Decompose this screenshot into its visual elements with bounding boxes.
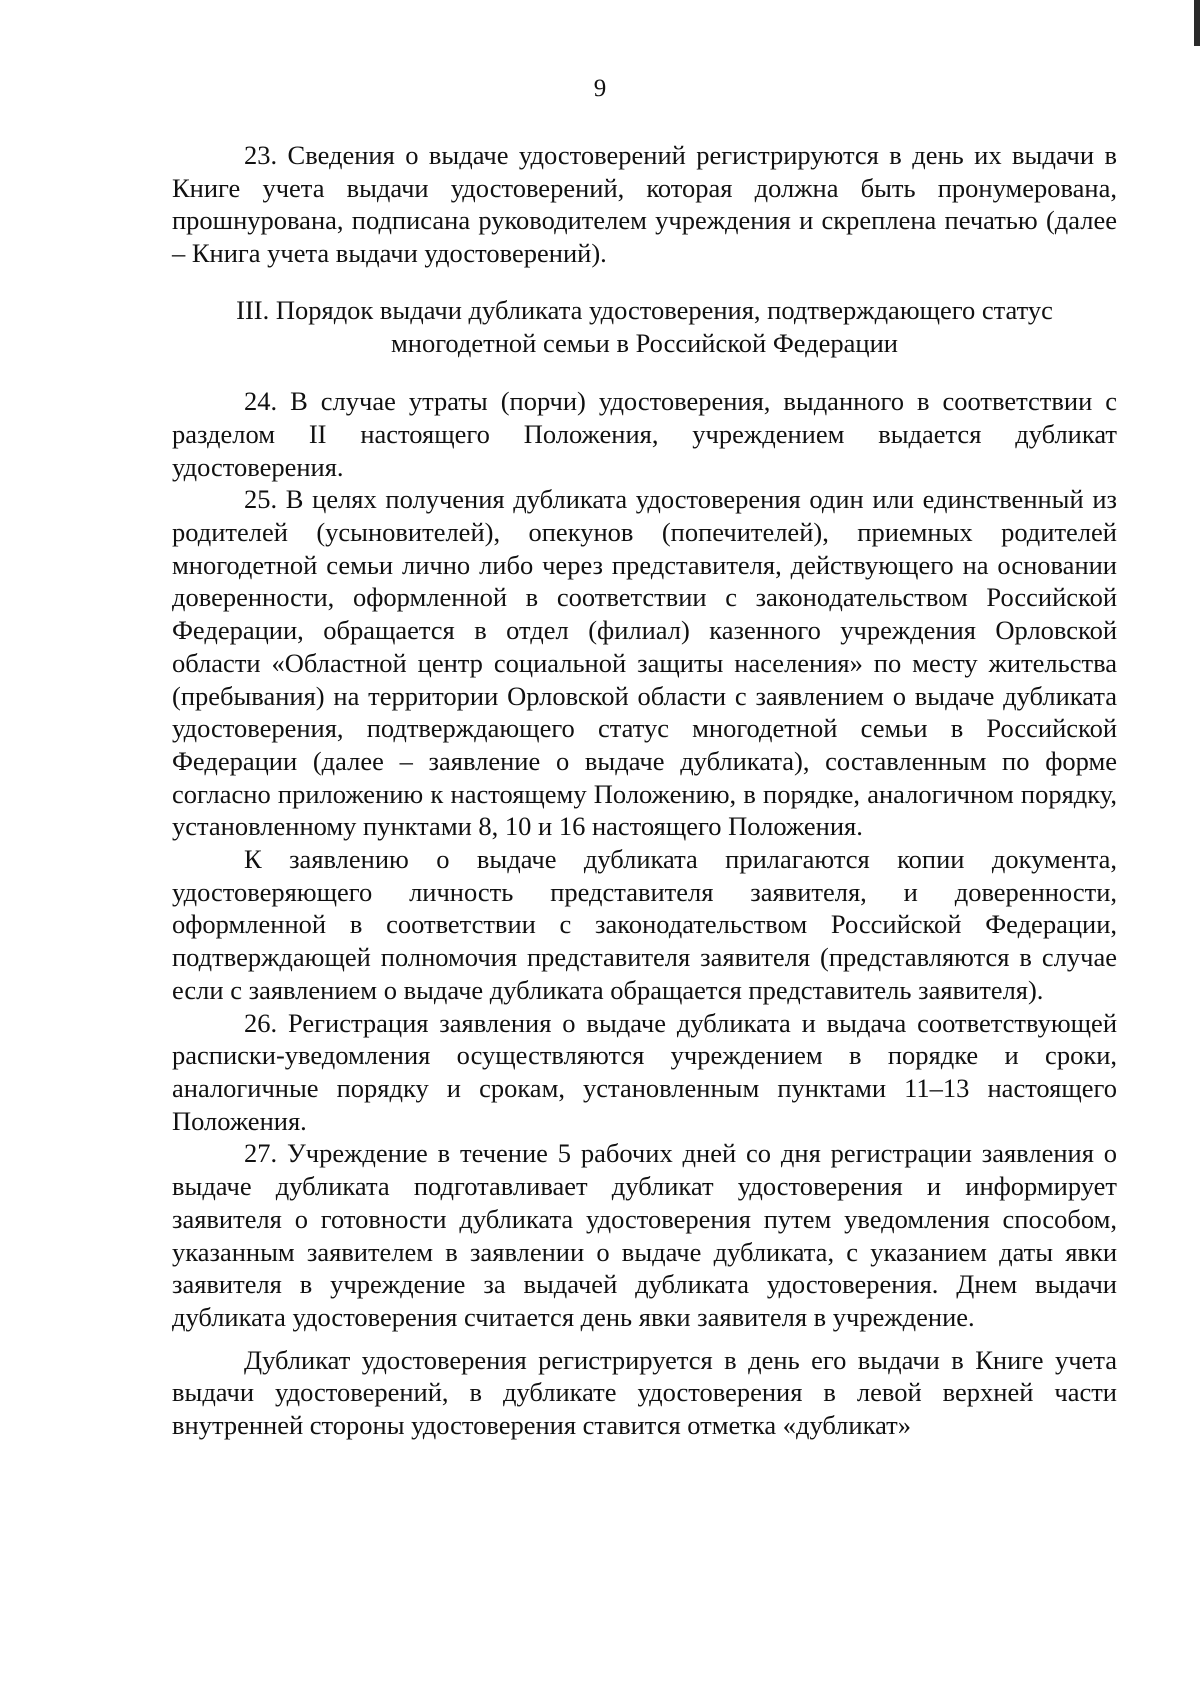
scan-edge-mark xyxy=(1194,0,1200,46)
spacer xyxy=(172,359,1117,385)
paragraph-24: 24. В случае утраты (порчи) удостоверения, выданного в соответствии с разделом II настоящего Положения, учреждением выдается дубликат удостоверения. xyxy=(172,386,1117,482)
paragraph-25-attachments: К заявлению о выдаче дубликата прилагаются копии документа, удостоверяющего личность представителя заявителя, и доверенности, оформленной в соответствии с законодательством Российской Федерации, подтверждающей полномочия представителя заявителя (представляются в случае если с заявлением о выдаче дубликата обращается представитель заявителя). xyxy=(172,844,1117,1005)
section-heading-line-2: многодетной семьи в Российской Федерации xyxy=(391,327,898,358)
paragraph-23: 23. Сведения о выдаче удостоверений регистрируются в день их выдачи в Книге учета выдачи удостоверений, которая должна быть пронумерована, прошнурована, подписана руководителем учреждения и скреплена печатью (далее – Книга учета выдачи удостоверений). xyxy=(172,140,1117,269)
section-heading-line-1: III. Порядок выдачи дубликата удостоверения, подтверждающего статус xyxy=(236,294,1053,325)
paragraph-25: 25. В целях получения дубликата удостоверения один или единственный из родителей (усыновителей), опекунов (попечителей), приемных родителей многодетной семьи лично либо через представителя, действующего на основании доверенности, оформленной в соответствии с законодательством Российской Федерации, обращается в отдел (филиал) казенного учреждения Орловской области «Областной центр социальной защиты населения» по месту жительства (пребывания) на территории Орловской области с заявлением о выдаче дубликата удостоверения, подтверждающего статус многодетной семьи в Российской Федерации (далее – заявление о выдаче дубликата), составленным по форме согласно приложению к настоящему Положению, в порядке, аналогичном порядку, установленному пунктами 8, 10 и 16 настоящего Положения. xyxy=(172,484,1117,842)
spacer xyxy=(172,1334,1117,1344)
paragraph-27-registration: Дубликат удостоверения регистрируется в день его выдачи в Книге учета выдачи удостоверений, в дубликате удостоверения в левой верхней части внутренней стороны удостоверения ставится отметка «дубликат» xyxy=(172,1344,1117,1441)
paragraph-27: 27. Учреждение в течение 5 рабочих дней со дня регистрации заявления о выдаче дубликата подготавливает дубликат удостоверения и информирует заявителя о готовности дубликата удостоверения путем уведомления способом, указанным заявителем в заявлении о выдаче дубликата, с указанием даты явки заявителя в учреждение за выдачей дубликата удостоверения. Днем выдачи дубликата удостоверения считается день явки заявителя в учреждение. xyxy=(172,1138,1117,1332)
paragraph-26: 26. Регистрация заявления о выдаче дубликата и выдача соответствующей расписки-уведомления осуществляются учреждением в порядке и сроки, аналогичные порядку и срокам, установленным пунктами 11–13 настоящего Положения. xyxy=(172,1007,1117,1136)
spacer xyxy=(172,270,1117,294)
document-body xyxy=(172,139,1117,1442)
page-number: 9 xyxy=(593,75,607,102)
